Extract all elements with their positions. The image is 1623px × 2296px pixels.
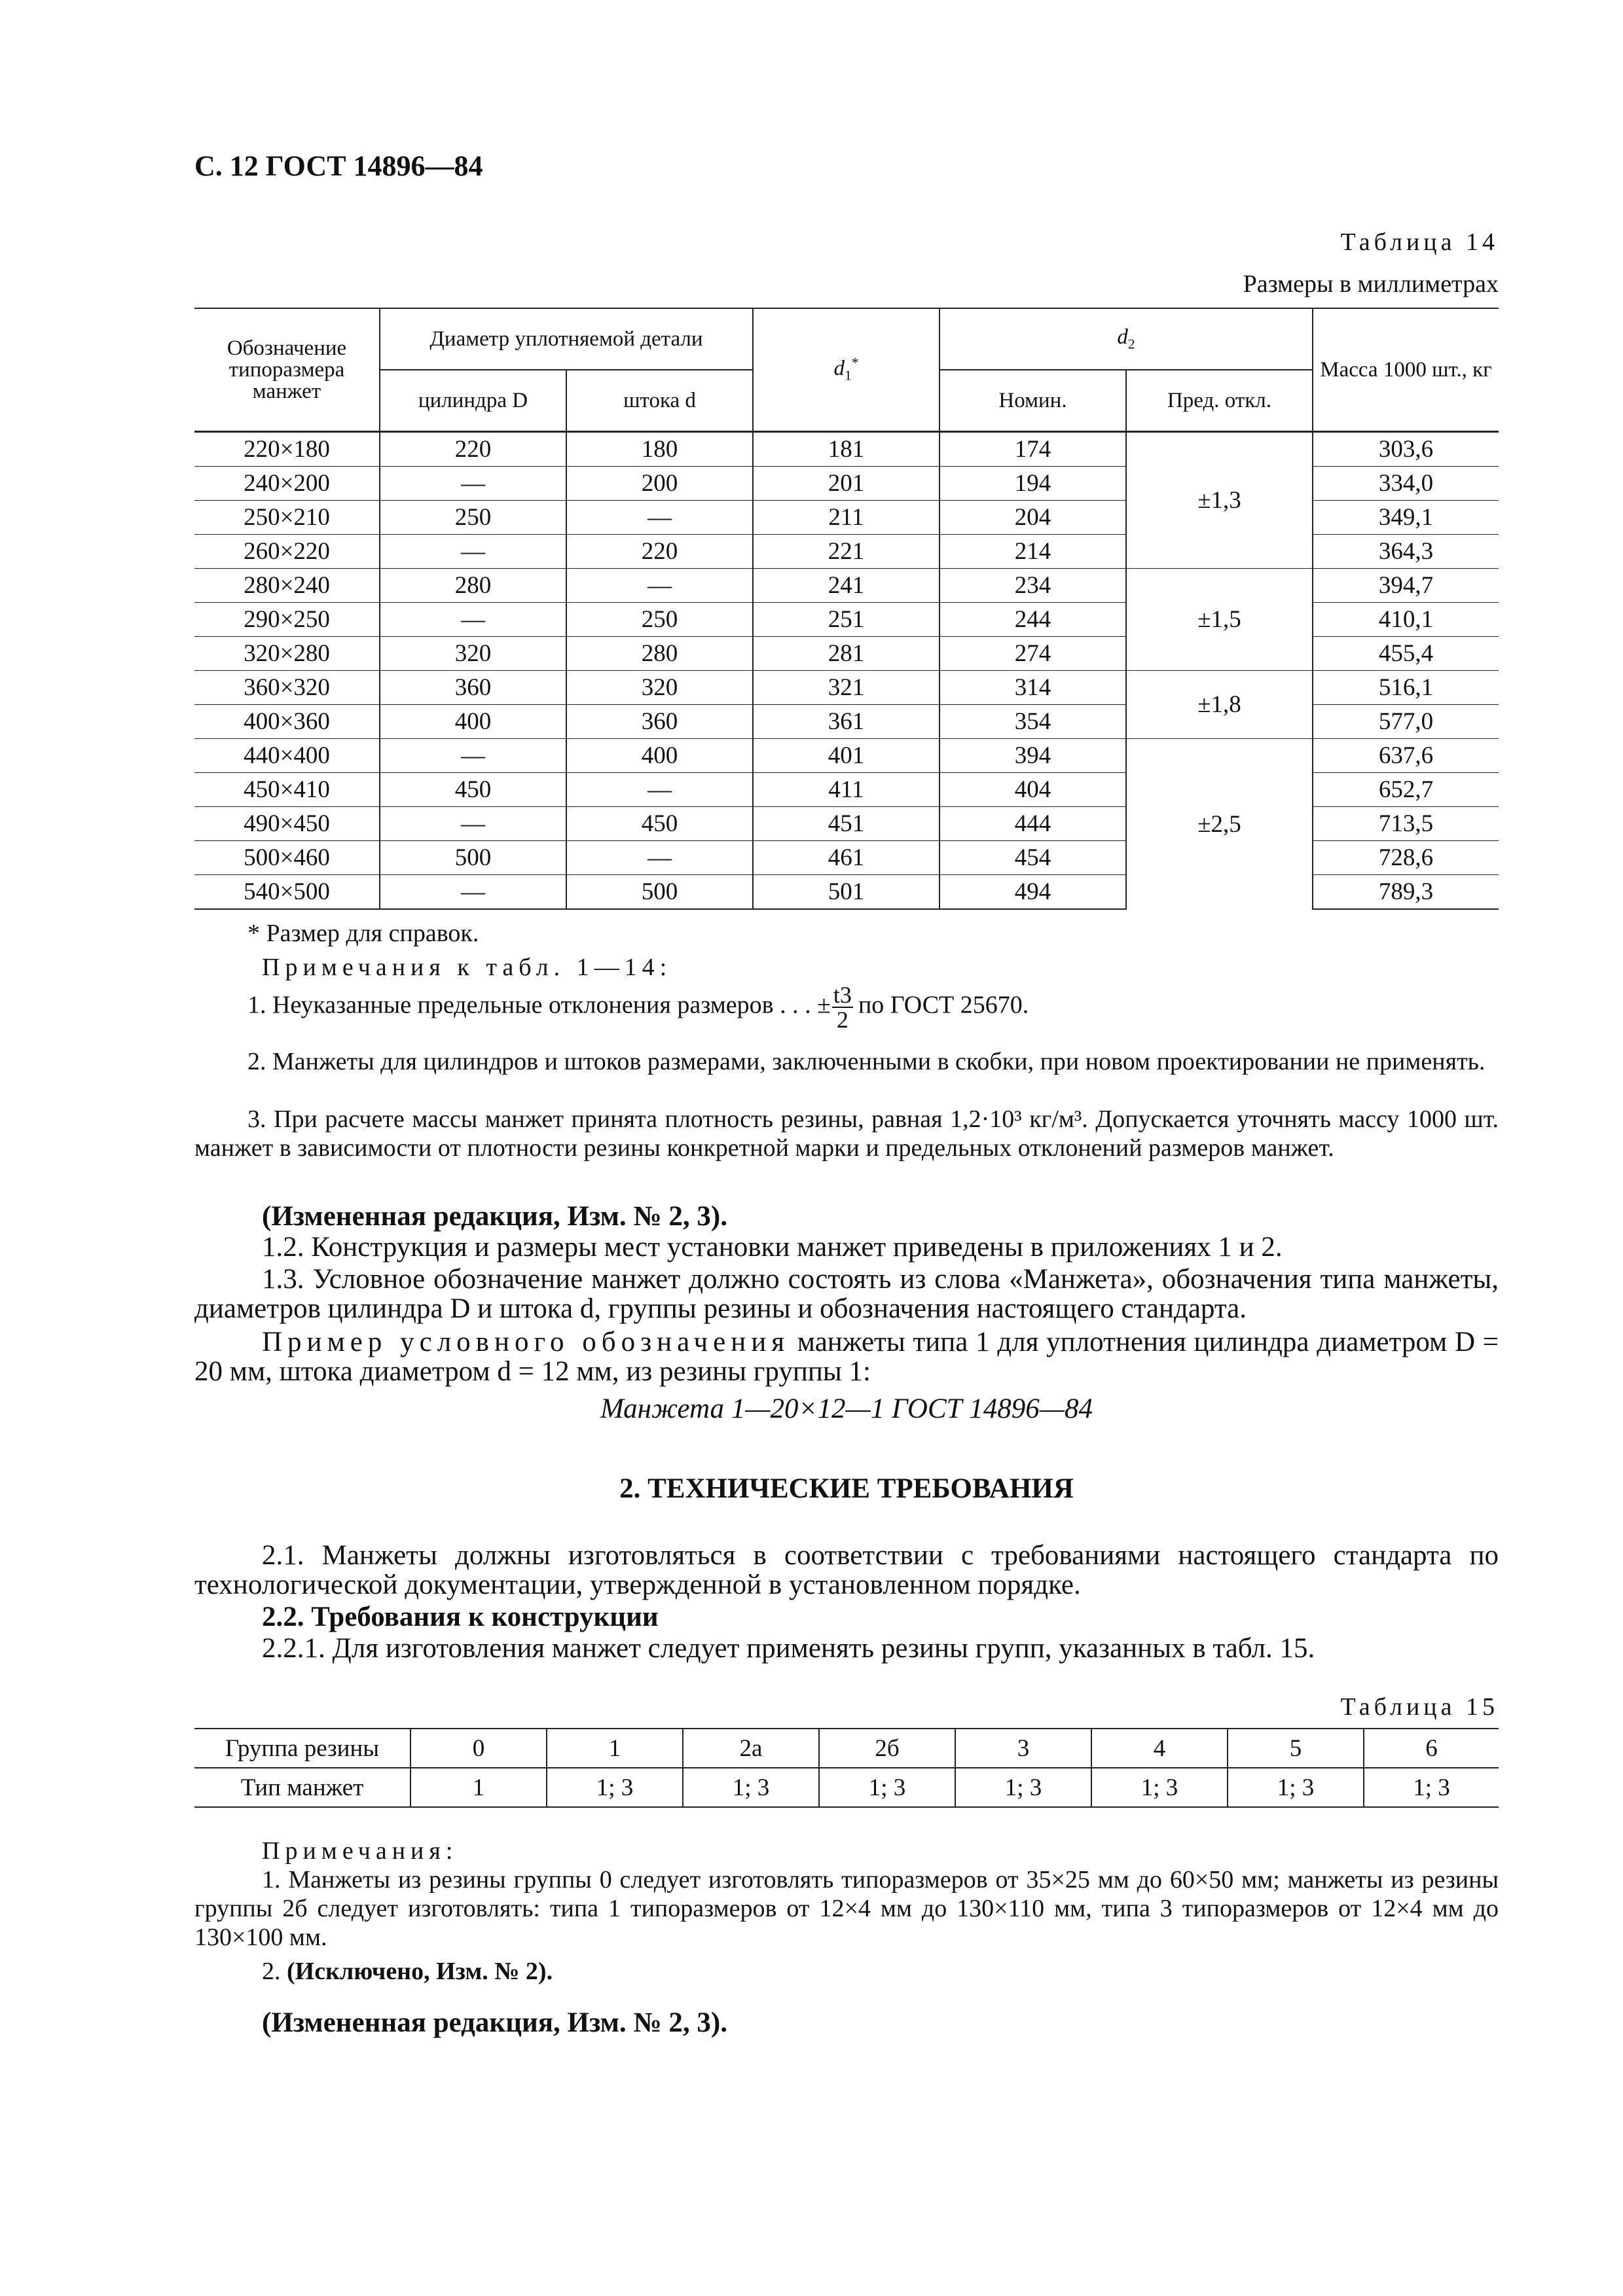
cell-d2: 404 — [939, 773, 1126, 807]
cell-mass: 713,5 — [1313, 807, 1499, 841]
note-2: 2. Манжеты для цилиндров и штоков размерами, заключенными в скобки, при новом проектировании не применять. — [247, 1048, 1486, 1075]
cell-d: 320 — [380, 637, 566, 671]
cell-d: 200 — [566, 467, 753, 501]
cell-d: — — [380, 467, 566, 501]
cell-mass: 364,3 — [1313, 535, 1499, 569]
table-14 — [194, 308, 1499, 910]
cell-d: 220 — [566, 535, 753, 569]
cell-mass: 577,0 — [1313, 705, 1499, 739]
cell-designation: 250×210 — [194, 501, 380, 535]
cell-designation: 220×180 — [194, 432, 380, 467]
cell-d: — — [380, 875, 566, 910]
table-row — [194, 432, 1499, 467]
row-label-cuff-type: Тип манжет — [194, 1768, 410, 1807]
cell-d: 220 — [380, 432, 566, 467]
cell-d2: 174 — [939, 432, 1126, 467]
cell-d: 360 — [380, 671, 566, 705]
cell-designation: 400×360 — [194, 705, 380, 739]
cell-d1: 281 — [753, 637, 939, 671]
cell-d: — — [566, 501, 753, 535]
cell-d2: 494 — [939, 875, 1126, 910]
cell-d: 400 — [380, 705, 566, 739]
cell-mass: 410,1 — [1313, 603, 1499, 637]
edition-note-2: (Измененная редакция, Изм. № 2, 3). — [262, 2007, 727, 2038]
row-label-rubber-group: Группа резины — [194, 1729, 410, 1768]
cell-d2: 274 — [939, 637, 1126, 671]
header-nominal: Номин. — [939, 370, 1126, 432]
cell-designation: 540×500 — [194, 875, 380, 910]
table-15-cell: 1; 3 — [683, 1768, 819, 1807]
cell-d1: 181 — [753, 432, 939, 467]
cell-d: — — [566, 773, 753, 807]
cell-d2: 314 — [939, 671, 1126, 705]
header-diameter-group: Диаметр уплотняемой детали — [380, 308, 753, 370]
cell-d1: 361 — [753, 705, 939, 739]
cell-d1: 201 — [753, 467, 939, 501]
cell-d2: 204 — [939, 501, 1126, 535]
note-3: 3. При расчете массы манжет принята плотность резины, равная 1,2·10³ кг/м³. Допускается уточнять массу 1000 шт. манжет в зависимости от плотности резины конкретной марки и предельных отклонений размеров манжет. — [194, 1105, 1499, 1162]
table-15-cell: 1 — [410, 1768, 547, 1807]
table-row — [194, 671, 1499, 705]
cell-d: 180 — [566, 432, 753, 467]
cell-d: 360 — [566, 705, 753, 739]
cell-tolerance: ±1,8 — [1126, 671, 1313, 739]
table-15-cell: 2б — [819, 1729, 955, 1768]
table-15-caption: Таблица 15 — [1340, 1693, 1499, 1721]
cell-d1: 461 — [753, 841, 939, 875]
table-15-cell: 2а — [683, 1729, 819, 1768]
edition-note-1: (Измененная редакция, Изм. № 2, 3). — [262, 1201, 727, 1232]
cell-tolerance: ±1,5 — [1126, 569, 1313, 671]
header-d2: $d_2$ — [939, 308, 1313, 370]
cell-d1: 501 — [753, 875, 939, 910]
table-row — [194, 739, 1499, 773]
cell-d: 280 — [380, 569, 566, 603]
header-designation: Обозначение типоразмера манжет — [194, 308, 380, 432]
cell-d2: 214 — [939, 535, 1126, 569]
cell-mass: 652,7 — [1313, 773, 1499, 807]
cell-d1: 401 — [753, 739, 939, 773]
cell-d: 450 — [566, 807, 753, 841]
cell-d: — — [380, 603, 566, 637]
cell-d2: 444 — [939, 807, 1126, 841]
header-tolerance: Пред. откл. — [1126, 370, 1313, 432]
paragraph-1-3: 1.3. Условное обозначение манжет должно состоять из слова «Манжета», обозначения типа манжеты, диаметров цилиндра D и штока d, группы резины и обозначения настоящего стандарта. — [194, 1264, 1499, 1324]
table-15-cell: 0 — [410, 1729, 547, 1768]
paragraph-2-2-1: 2.2.1. Для изготовления манжет следует применять резины групп, указанных в табл. 15. — [262, 1633, 1315, 1664]
fraction: $\frac{t3}{2}$ — [833, 982, 852, 1033]
cell-designation: 500×460 — [194, 841, 380, 875]
example-formula: Манжета 1—20×12—1 ГОСТ 14896—84 — [600, 1393, 1093, 1424]
page-header: С. 12 ГОСТ 14896—84 — [194, 150, 483, 182]
note-1: 1. Неуказанные предельные отклонения размеров . . . ± $\frac{t3}{2}$ по ГОСТ 25670. — [247, 982, 1029, 1033]
cell-mass: 349,1 — [1313, 501, 1499, 535]
notes-2-title: Примечания: — [262, 1837, 458, 1865]
table-row — [194, 569, 1499, 603]
cell-mass: 789,3 — [1313, 875, 1499, 910]
table-15-cell: 1; 3 — [1364, 1768, 1499, 1807]
cell-designation: 280×240 — [194, 569, 380, 603]
cell-d2: 354 — [939, 705, 1126, 739]
notes-2-item-2: 2. (Исключено, Изм. № 2). — [262, 1958, 553, 1985]
cell-d1: 321 — [753, 671, 939, 705]
cell-designation: 320×280 — [194, 637, 380, 671]
table-15-cell: 1; 3 — [547, 1768, 683, 1807]
cell-d: 500 — [566, 875, 753, 910]
table-15-cell: 1; 3 — [1091, 1768, 1228, 1807]
header-cylinder: цилиндра D — [380, 370, 566, 432]
cell-mass: 637,6 — [1313, 739, 1499, 773]
paragraph-2-2: 2.2. Требования к конструкции — [262, 1602, 659, 1632]
header-mass: Масса 1000 шт., кг — [1313, 308, 1499, 432]
table-15-cell: 3 — [955, 1729, 1091, 1768]
cell-d: 250 — [566, 603, 753, 637]
cell-designation: 490×450 — [194, 807, 380, 841]
table-15-cell: 1 — [547, 1729, 683, 1768]
section-2-title: 2. ТЕХНИЧЕСКИЕ ТРЕБОВАНИЯ — [619, 1473, 1074, 1504]
cell-mass: 303,6 — [1313, 432, 1499, 467]
notes-title: Примечания к табл. 1—14: — [262, 954, 672, 981]
table-15-cell: 6 — [1364, 1729, 1499, 1768]
cell-d: — — [380, 535, 566, 569]
cell-mass: 728,6 — [1313, 841, 1499, 875]
header-d1: $d_1^*$ — [753, 308, 939, 432]
cell-d: 280 — [566, 637, 753, 671]
notes-2-item-1: 1. Манжеты из резины группы 0 следует изготовлять типоразмеров от 35×25 мм до 60×50 мм; манжеты из резины группы 2б следует изготовлять: типа 1 типоразмеров от 12×4 мм до 130×110 мм, типа 3 типоразмеров от 12×4 мм до 130×100 мм. — [194, 1866, 1499, 1951]
cell-d1: 221 — [753, 535, 939, 569]
cell-d: — — [380, 807, 566, 841]
cell-mass: 516,1 — [1313, 671, 1499, 705]
cell-d: 250 — [380, 501, 566, 535]
table-15-cell: 1; 3 — [819, 1768, 955, 1807]
cell-designation: 440×400 — [194, 739, 380, 773]
table-15-cell: 4 — [1091, 1729, 1228, 1768]
example-paragraph: Пример условного обозначения манжеты типа 1 для уплотнения цилиндра диаметром D = 20 мм, штока диаметром d = 12 мм, из резины группы 1: — [194, 1327, 1499, 1387]
table-15 — [194, 1728, 1499, 1808]
cell-d1: 211 — [753, 501, 939, 535]
cell-d: — — [566, 841, 753, 875]
header-rod: штока d — [566, 370, 753, 432]
cell-designation: 290×250 — [194, 603, 380, 637]
cell-mass: 455,4 — [1313, 637, 1499, 671]
cell-d1: 251 — [753, 603, 939, 637]
cell-d1: 241 — [753, 569, 939, 603]
cell-d: 500 — [380, 841, 566, 875]
cell-mass: 334,0 — [1313, 467, 1499, 501]
paragraph-1-2: 1.2. Конструкция и размеры мест установки манжет приведены в приложениях 1 и 2. — [262, 1232, 1283, 1263]
cell-d2: 234 — [939, 569, 1126, 603]
cell-d2: 454 — [939, 841, 1126, 875]
cell-designation: 360×320 — [194, 671, 380, 705]
cell-d: — — [566, 569, 753, 603]
table-15-cell: 5 — [1228, 1729, 1364, 1768]
table-14-caption: Таблица 14 — [1340, 228, 1499, 256]
cell-designation: 260×220 — [194, 535, 380, 569]
table-14-units: Размеры в миллиметрах — [1243, 270, 1499, 298]
paragraph-2-1: 2.1. Манжеты должны изготовляться в соответствии с требованиями настоящего стандарта по технологической документации, утвержденной в установленном порядке. — [194, 1540, 1499, 1600]
cell-designation: 240×200 — [194, 467, 380, 501]
footnote: * Размер для справок. — [247, 920, 479, 947]
cell-d: 400 — [566, 739, 753, 773]
cell-mass: 394,7 — [1313, 569, 1499, 603]
cell-d2: 394 — [939, 739, 1126, 773]
cell-d: — — [380, 739, 566, 773]
cell-d1: 451 — [753, 807, 939, 841]
cell-tolerance: ±2,5 — [1126, 739, 1313, 910]
cell-d2: 244 — [939, 603, 1126, 637]
cell-tolerance: ±1,3 — [1126, 432, 1313, 569]
cell-d2: 194 — [939, 467, 1126, 501]
cell-d: 450 — [380, 773, 566, 807]
cell-designation: 450×410 — [194, 773, 380, 807]
cell-d: 320 — [566, 671, 753, 705]
cell-d1: 411 — [753, 773, 939, 807]
table-15-cell: 1; 3 — [1228, 1768, 1364, 1807]
table-15-cell: 1; 3 — [955, 1768, 1091, 1807]
